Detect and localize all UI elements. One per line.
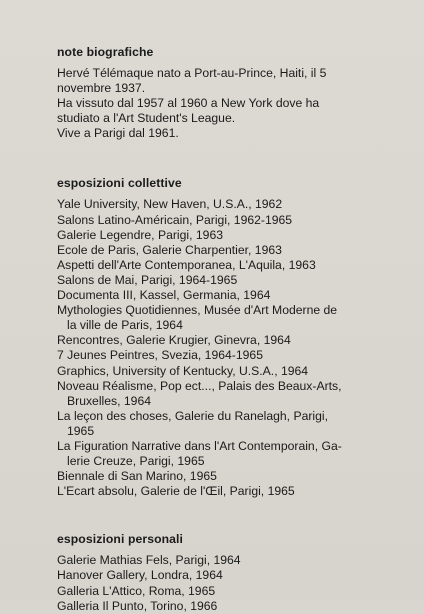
- list-item: La leçon des choses, Galerie du Ranelagh, Parigi,: [57, 408, 328, 423]
- list-item: Galleria Il Punto, Torino, 1966: [57, 598, 218, 613]
- list-item-continuation: lerie Creuze, Parigi, 1965: [67, 454, 205, 469]
- exhibitions-solo-list: [57, 553, 387, 613]
- list-item: Noveau Réalisme, Pop ect..., Palais des Beaux-Arts,: [57, 378, 342, 393]
- list-item: Ecole de Paris, Galerie Charpentier, 1963: [57, 242, 282, 257]
- bio-line: Vive a Parigi dal 1961.: [57, 126, 179, 141]
- list-item: Biennale di San Marino, 1965: [57, 469, 217, 484]
- bio-line: novembre 1937.: [57, 81, 146, 96]
- list-item: Aspetti dell'Arte Contemporanea, L'Aquila, 1963: [57, 257, 316, 272]
- section-title-personali: esposizioni personali: [57, 532, 184, 547]
- list-item: Hanover Gallery, Londra, 1964: [57, 568, 223, 583]
- list-item: L'Ecart absolu, Galerie de l'Œil, Parigi, 1965: [57, 484, 295, 499]
- list-item: Rencontres, Galerie Krugier, Ginevra, 1964: [57, 333, 291, 348]
- list-item: Salons de Mai, Parigi, 1964-1965: [57, 272, 238, 287]
- list-item: Documenta III, Kassel, Germania, 1964: [57, 288, 271, 303]
- bio-line: studiato a l'Art Student's League.: [57, 111, 236, 126]
- section-title-biografiche: note biografiche: [57, 45, 154, 59]
- exhibitions-group-list: [57, 197, 387, 499]
- bio-line: Ha vissuto dal 1957 al 1960 a New York dove ha: [57, 96, 320, 111]
- list-item-continuation: Bruxelles, 1964: [67, 393, 152, 408]
- section-title-collettive: esposizioni collettive: [57, 176, 182, 191]
- list-item: Galerie Mathias Fels, Parigi, 1964: [57, 553, 241, 568]
- list-item-continuation: la ville de Paris, 1964: [67, 318, 183, 333]
- list-item-continuation: 1965: [67, 423, 95, 438]
- bio-line: Hervé Télémaque nato a Port-au-Prince, Haiti, il 5: [57, 66, 327, 80]
- list-item: Galerie Legendre, Parigi, 1963: [57, 227, 223, 242]
- page-content: [57, 44, 387, 614]
- list-item: Mythologies Quotidiennes, Musée d'Art Moderne de: [57, 303, 338, 318]
- list-item: 7 Jeunes Peintres, Svezia, 1964-1965: [57, 348, 263, 363]
- list-item: La Figuration Narrative dans l'Art Contemporain, Ga-: [57, 438, 342, 453]
- list-item: Yale University, New Haven, U.S.A., 1962: [57, 197, 283, 212]
- bio-text: [57, 66, 387, 141]
- list-item: Salons Latino-Américain, Parigi, 1962-1965: [57, 212, 293, 227]
- list-item: Galleria L'Attico, Roma, 1965: [57, 583, 216, 598]
- list-item: Graphics, University of Kentucky, U.S.A., 1964: [57, 363, 309, 378]
